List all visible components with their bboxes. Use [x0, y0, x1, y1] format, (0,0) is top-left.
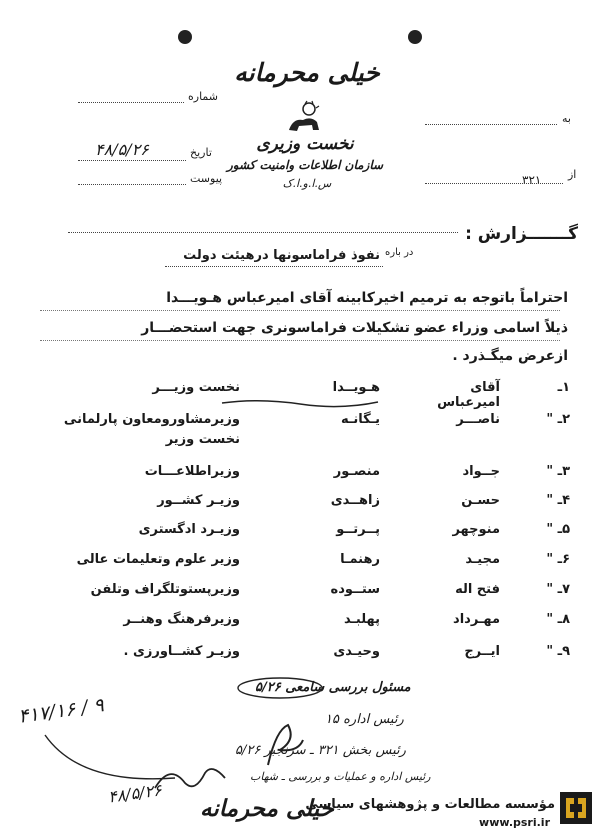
margin-curve [40, 730, 180, 790]
margin-file-number: ۴۱۷/۱۶ / ۹ [16, 694, 106, 728]
first-name: ناصـــر [456, 412, 500, 427]
first-name: فتح اله [455, 582, 500, 597]
paragraph-line-1: احتراماً باتوجه به ترمیم اخیرکابینه آقای امیرعباس هـویـــدا [166, 290, 568, 306]
position: وزیرمشاورومعاون پارلمانی [63, 412, 240, 427]
from-value: ۳۲۱ [522, 173, 542, 187]
list-item [22, 432, 570, 458]
number-line [78, 102, 184, 103]
last-name: یـگانـه [341, 412, 380, 427]
first-name: ایــرج [464, 644, 500, 659]
item-number: ۴ـ " [546, 493, 570, 508]
subject-line [165, 266, 383, 267]
signature-loop [235, 676, 325, 700]
underline-scribble [220, 396, 380, 410]
position: وزیرفرهنگ وهنــر [123, 612, 240, 627]
head-section-signature: رئیس بخش ۳۲۱ ـ سرنجبر ۵/۲۶ [235, 743, 406, 758]
classification-stamp-bottom: خیلی محرمانه [200, 795, 334, 822]
attachment-line [78, 184, 186, 185]
head-dept-signature: رئیس اداره و عملیات و بررسی ـ شهاب [250, 770, 431, 783]
last-name: هـویــدا [332, 380, 380, 395]
item-number: ۸ـ " [546, 612, 570, 627]
last-name: پهلبـد [343, 612, 380, 627]
institute-logo-icon [560, 792, 592, 824]
position: وزیراطلاعـــات [144, 464, 240, 479]
list-item [22, 582, 570, 608]
from-line [425, 183, 563, 184]
margin-date: ۴۸/۵/۲۶ [106, 780, 163, 807]
item-number: ۲ـ " [546, 412, 570, 427]
paragraph-line-2: ذیلاً اسامی وزراء عضو تشکیلات فراماسونری جهت استحضـــار [141, 320, 568, 336]
position: نخست وزیر [165, 432, 240, 447]
list-item [22, 493, 570, 519]
position: نخست وزیـــر [152, 380, 240, 395]
to-label: به [562, 112, 571, 125]
first-name: مجیـد [465, 552, 500, 567]
institute-name: مؤسسه مطالعات و پژوهشهای سیاسی [305, 797, 555, 812]
first-name: مهـرداد [453, 612, 500, 627]
date-value: ۴۸/۵/۲۶ [95, 140, 149, 159]
lion-and-sun-emblem-icon [285, 100, 325, 136]
list-item [22, 522, 570, 548]
number-label: شماره [188, 90, 219, 103]
item-number: ۹ـ " [546, 644, 570, 659]
attachment-label: پیوست [190, 172, 223, 185]
item-number: ۷ـ " [546, 582, 570, 597]
from-label: از [568, 168, 577, 181]
last-name: زاهــدی [330, 493, 380, 508]
org-name-line3: س.ا.و.ا.ک [282, 177, 332, 190]
item-number: ۵ـ " [546, 522, 570, 537]
head-office-signature: رئیس اداره ۱۵ [325, 712, 404, 727]
report-title: گـــــــزارش : [465, 224, 578, 244]
responsible-signature: مسئول بررسی سامعی ۵/۲۶ [255, 680, 411, 695]
handwritten-scrawl [258, 720, 308, 770]
item-number: ۱ـ [557, 380, 570, 395]
item-number: ۶ـ " [546, 552, 570, 567]
institute-website: www.psri.ir [479, 816, 550, 829]
punch-hole-left [178, 30, 192, 44]
last-name: وحیـدی [333, 644, 380, 659]
item-number: ۳ـ " [546, 464, 570, 479]
org-name-line2: سازمان اطلاعات وامنیت کشور [226, 158, 384, 172]
position: وزیرپستوتلگراف وتلفن [90, 582, 240, 597]
first-name: آقای امیرعباس [437, 380, 500, 410]
subject-label: در باره [385, 247, 414, 258]
to-line [425, 124, 557, 125]
last-name: ستــوده [330, 582, 380, 597]
date-line [78, 160, 186, 161]
position: وزیـر کشــور [157, 493, 240, 508]
list-item [22, 612, 570, 638]
list-item [22, 644, 570, 670]
position: وزیـرد ادگستری [138, 522, 240, 537]
first-name: حسـن [461, 493, 500, 508]
paragraph-rule-1 [40, 310, 560, 311]
list-item [22, 464, 570, 490]
report-title-line [68, 232, 458, 233]
last-name: پــرتــو [336, 522, 380, 537]
punch-hole-right [408, 30, 422, 44]
subject-text: نفوذ فراماسونها درهیئت دولت [183, 248, 380, 263]
paragraph-line-3: ازعرض میگـذرد . [452, 348, 568, 364]
list-item [22, 552, 570, 578]
org-name-line1: نخست وزیری [256, 134, 354, 154]
first-name: منوچهر [452, 522, 500, 537]
first-name: جــواد [462, 464, 500, 479]
last-name: منصـور [333, 464, 380, 479]
classification-stamp-top: خیلی محرمانه [234, 58, 380, 87]
position: وزیـر کشــاورزی . [123, 644, 240, 659]
date-label: تاریخ [190, 146, 212, 159]
last-name: رهنمـا [340, 552, 380, 567]
paragraph-rule-2 [40, 340, 560, 341]
position: وزیر علوم وتعلیمات عالی [76, 552, 240, 567]
